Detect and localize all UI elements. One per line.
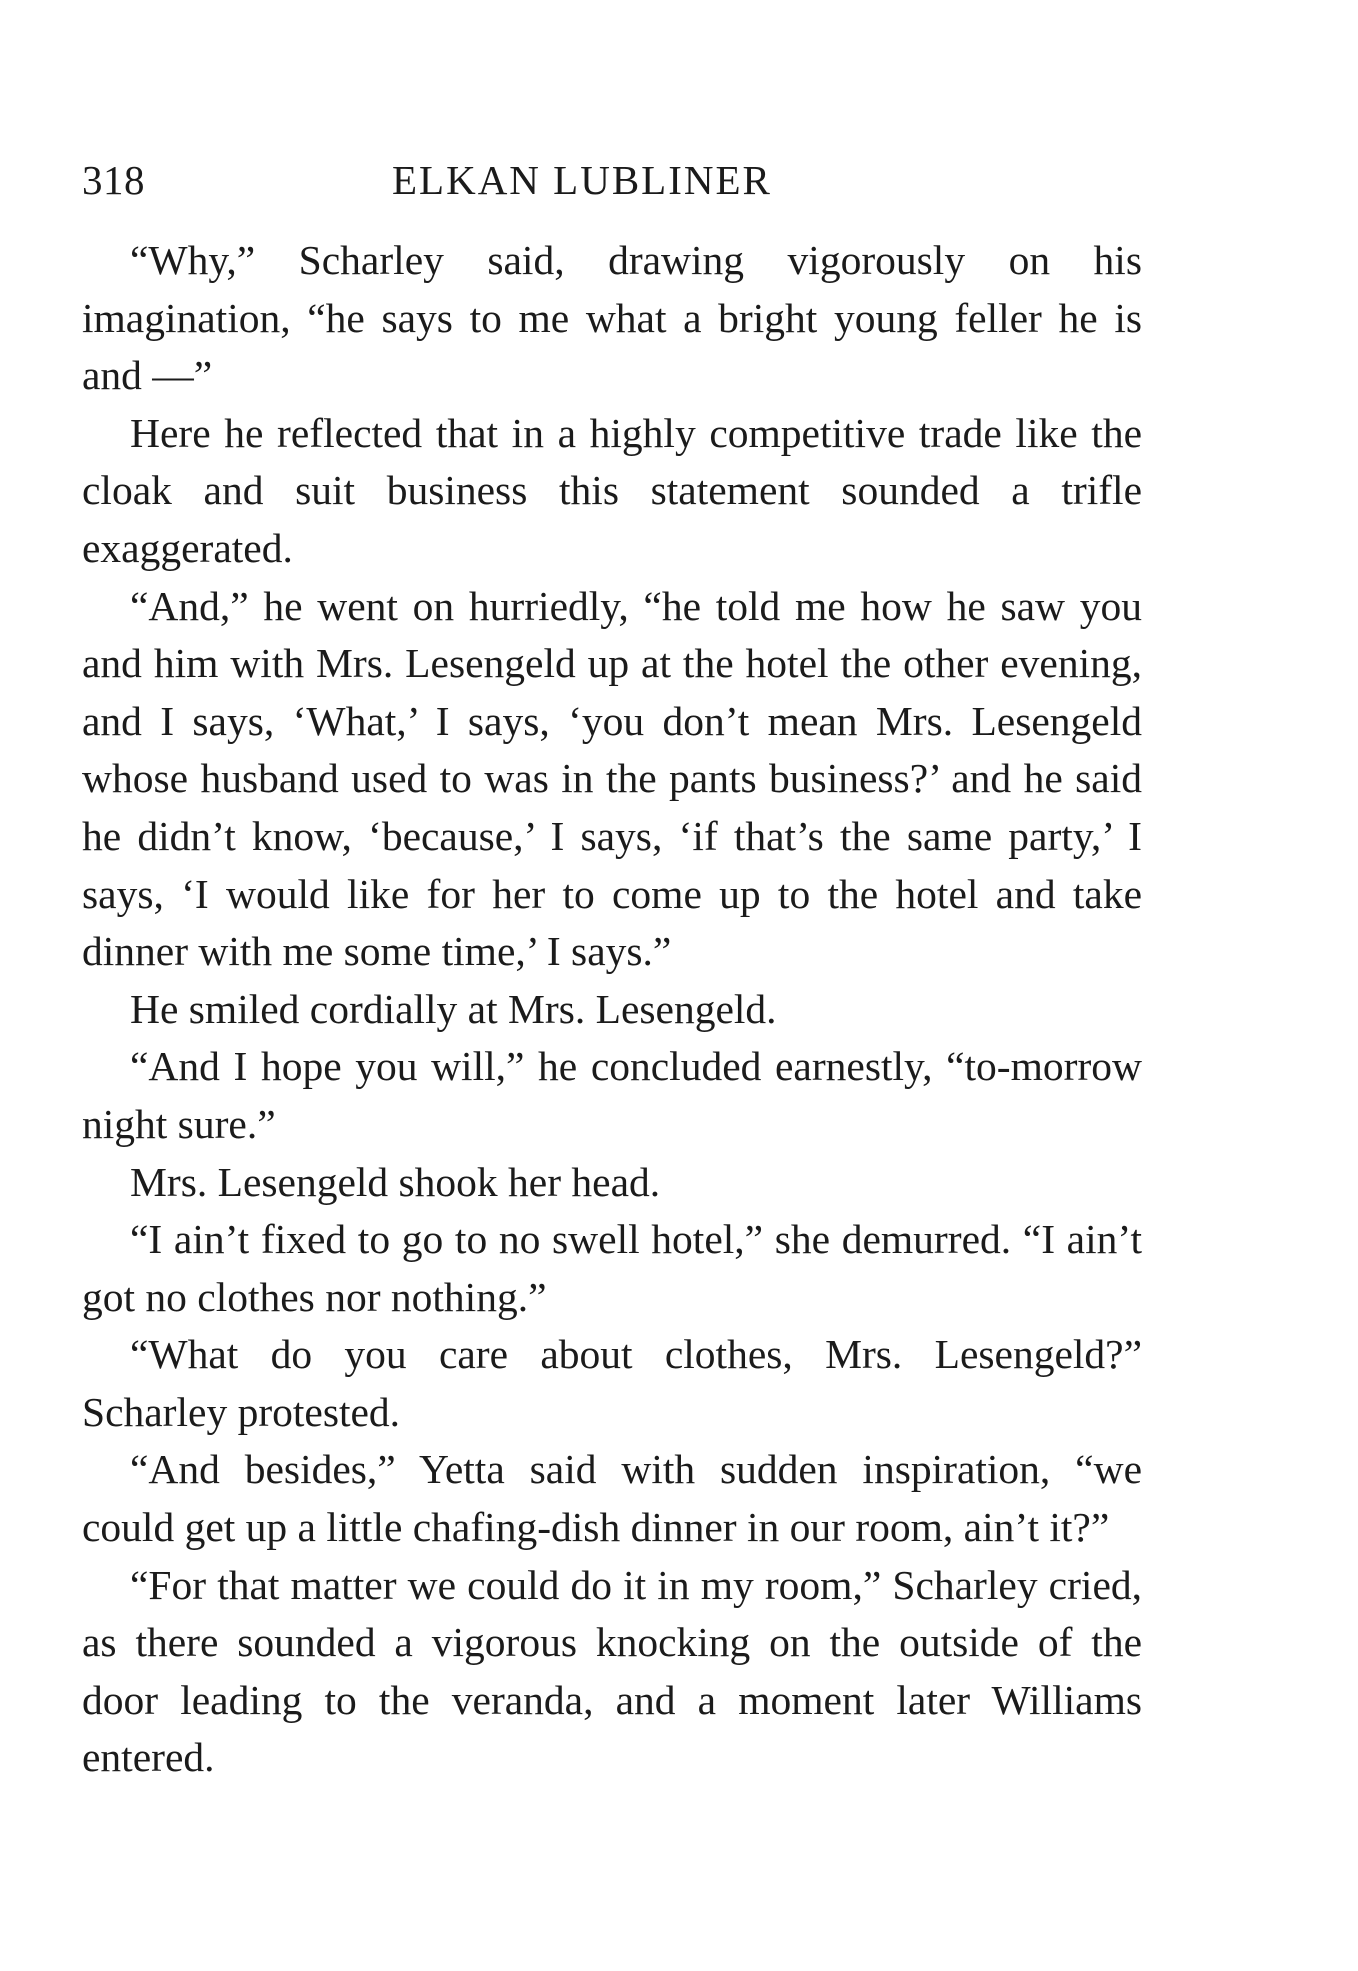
- paragraph: He smiled cordially at Mrs. Lesengeld.: [130, 985, 777, 1032]
- paragraph: “Why,” Scharley said, drawing vigorously on his imagination, “he says to me what a bright young feller he is and —”: [82, 237, 1142, 399]
- paragraph: “And I hope you will,” he concluded earnestly, “to-morrow night sure.”: [82, 1043, 1142, 1147]
- paragraph: “For that matter we could do it in my room,” Scharley cried, as there sounded a vigorous knocking on the outside of the door leading to the veranda, and a moment later Williams entered.: [82, 1561, 1142, 1781]
- running-head: [82, 156, 1142, 216]
- paragraph: Mrs. Lesengeld shook her head.: [130, 1158, 661, 1205]
- body-text: [82, 232, 1142, 1787]
- paragraph: “And besides,” Yetta said with sudden inspiration, “we could get up a little chafing-dish dinner in our room, ain’t it?”: [82, 1446, 1142, 1551]
- paragraph: “I ain’t fixed to go to no swell hotel,” she demurred. “I ain’t got no clothes nor nothing.”: [82, 1216, 1142, 1320]
- running-title: ELKAN LUBLINER: [392, 157, 772, 203]
- paragraph: “What do you care about clothes, Mrs. Lesengeld?” Scharley protested.: [82, 1331, 1142, 1435]
- paragraph: Here he reflected that in a highly competitive trade like the cloak and suit business this statement sounded a trifle exaggerated.: [82, 409, 1142, 571]
- page-number: 318: [82, 157, 145, 203]
- paragraph: “And,” he went on hurriedly, “he told me how he saw you and him with Mrs. Lesengeld up at the hotel the other evening, and I says, ‘What,’ I says, ‘you don’t mean Mrs. Lesengeld whose husband used to was in the pants business?’ and he said he didn’t know, ‘because,’ I says, ‘if that’s the same party,’ I says, ‘I would like for her to come up to the hotel and take dinner with me some time,’ I says.”: [82, 582, 1142, 975]
